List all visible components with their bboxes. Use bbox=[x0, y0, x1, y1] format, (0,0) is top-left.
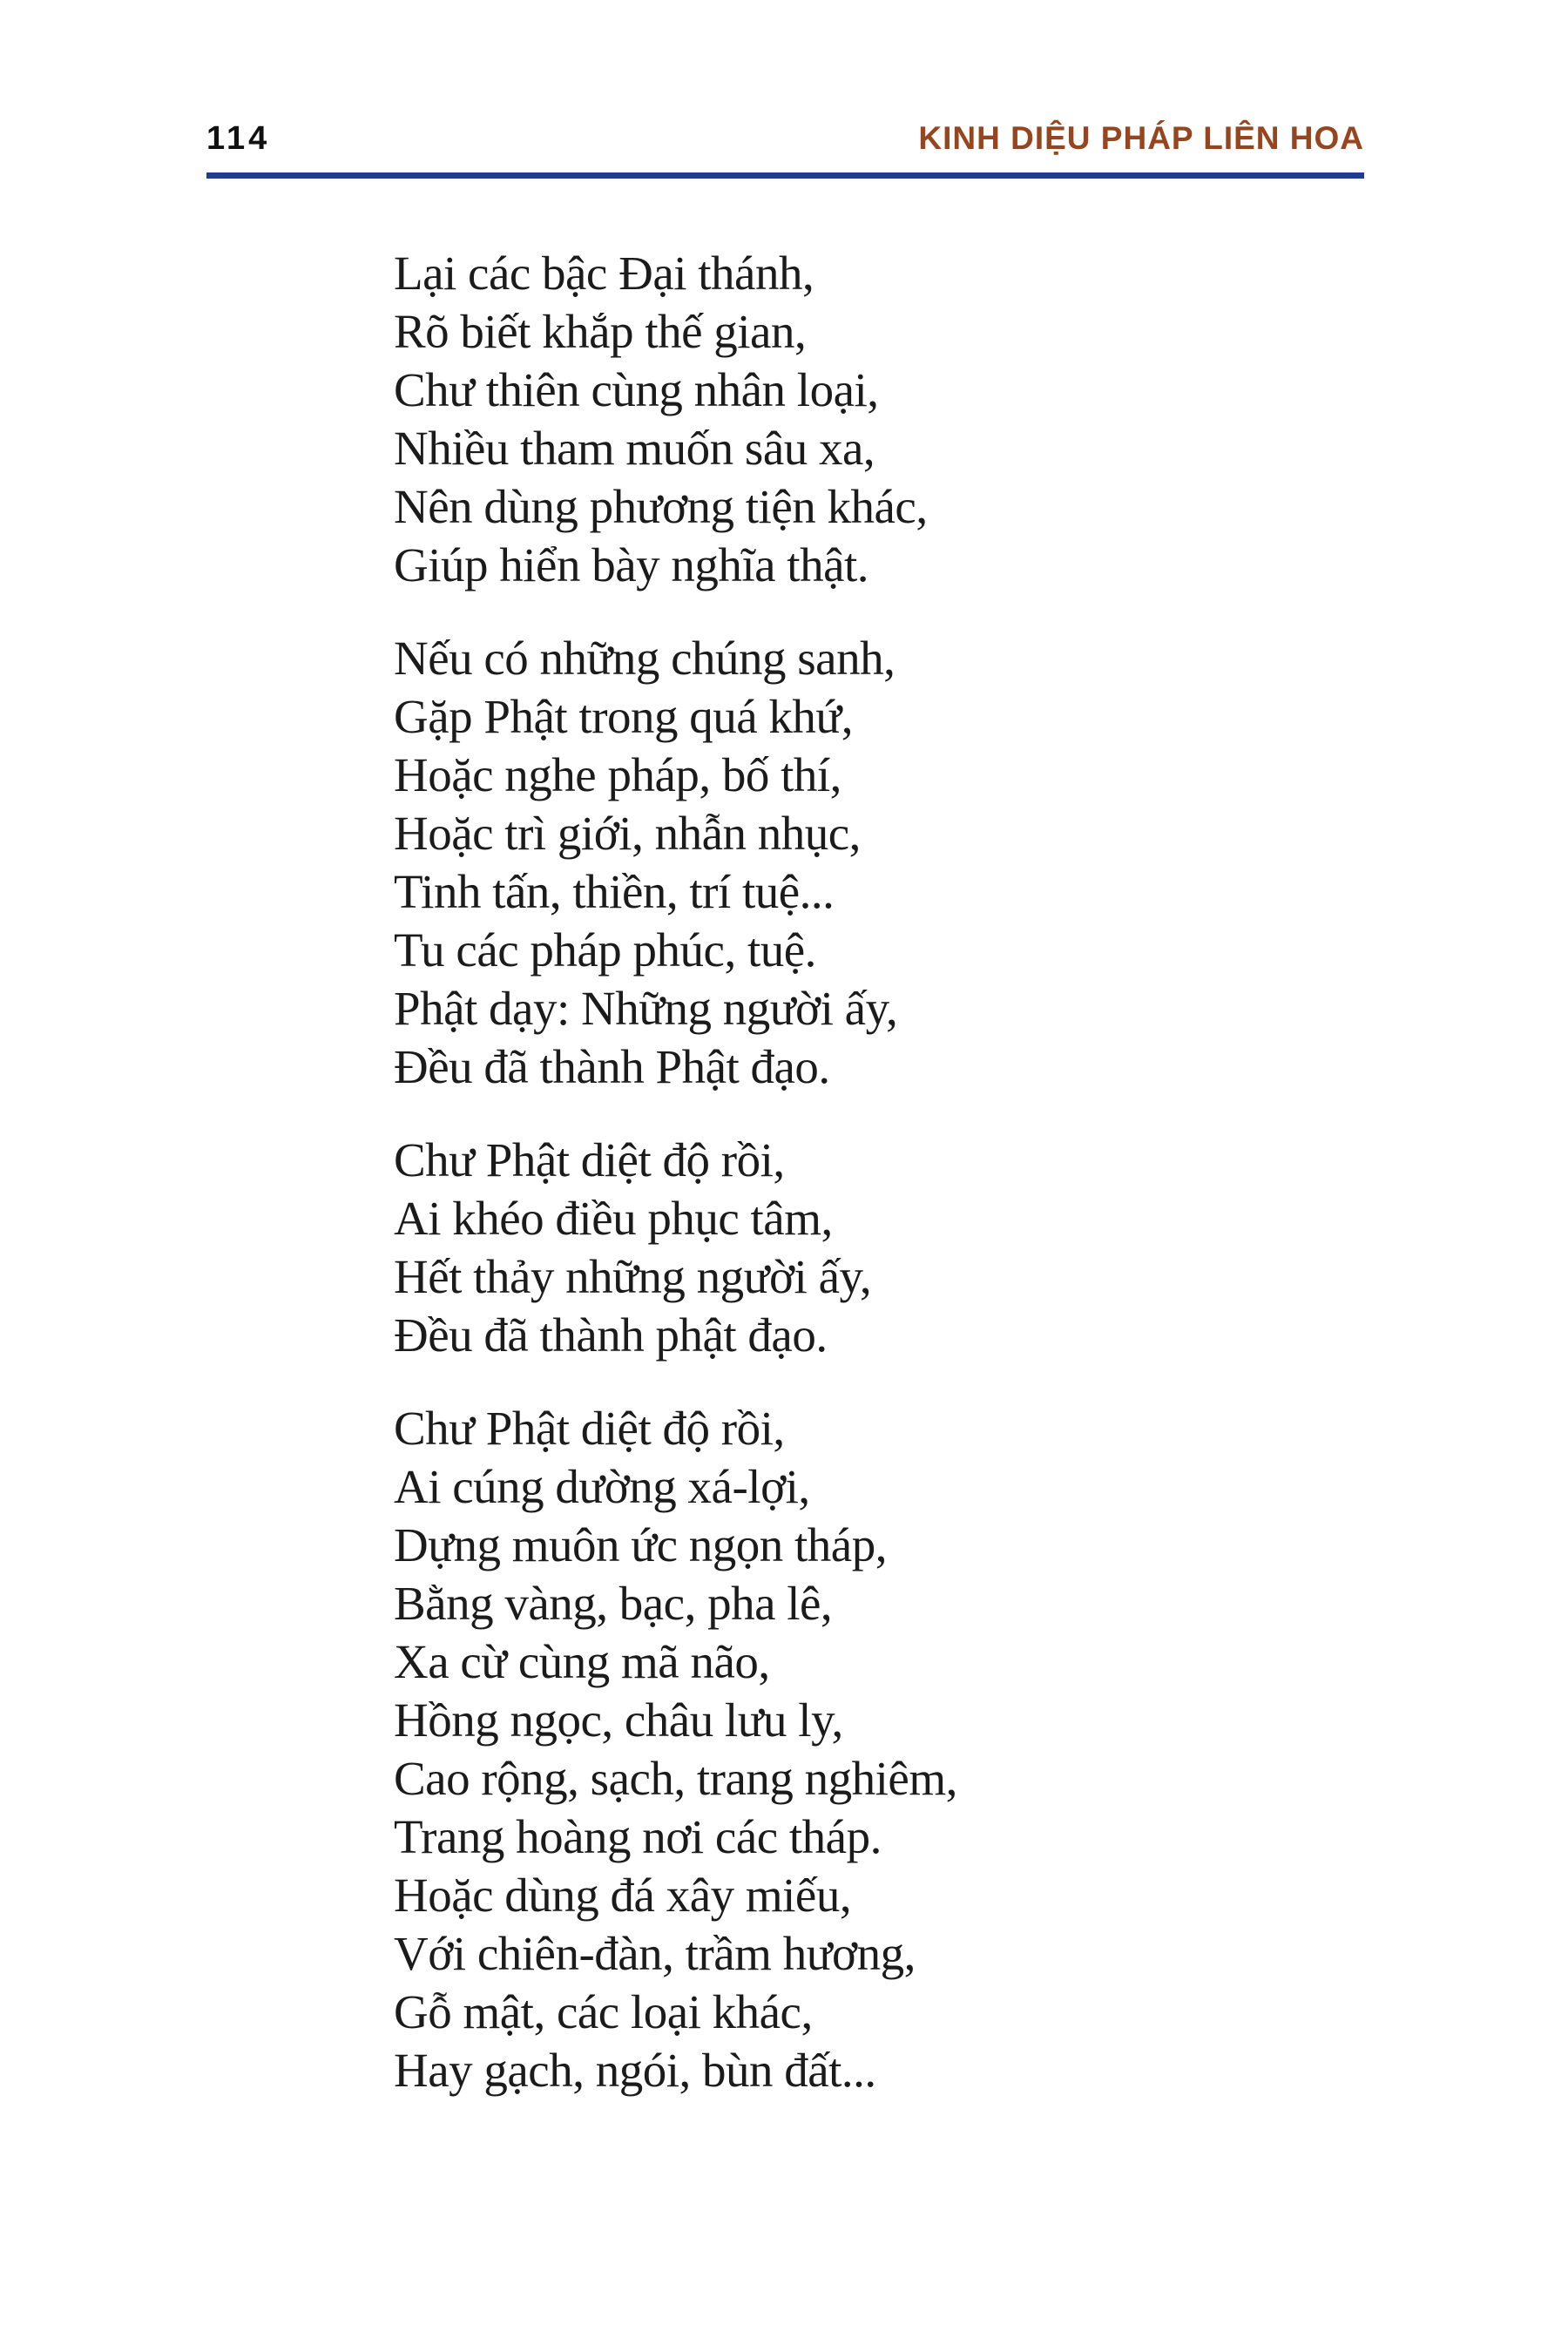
poem-line: Với chiên-đàn, trầm hương, bbox=[394, 1927, 916, 1980]
poem-line: Chư Phật diệt độ rồi, bbox=[394, 1133, 785, 1186]
header-rule bbox=[206, 172, 1364, 179]
poem-line: Bằng vàng, bạc, pha lê, bbox=[394, 1577, 833, 1630]
poem-line: Gặp Phật trong quá khứ, bbox=[394, 690, 853, 743]
page-number: 114 bbox=[206, 120, 271, 157]
poem-line: Hoặc nghe pháp, bố thí, bbox=[394, 748, 841, 801]
poem-line: Xa cừ cùng mã não, bbox=[394, 1635, 770, 1688]
poem bbox=[394, 244, 957, 2099]
stanza bbox=[394, 1131, 957, 1364]
poem-line: Hoặc trì giới, nhẫn nhục, bbox=[394, 807, 861, 860]
poem-line: Giúp hiển bày nghĩa thật. bbox=[394, 538, 869, 591]
poem-line: Phật dạy: Những người ấy, bbox=[394, 982, 898, 1035]
poem-line: Gỗ mật, các loại khác, bbox=[394, 1985, 813, 2038]
poem-line: Đều đã thành Phật đạo. bbox=[394, 1040, 830, 1093]
poem-line: Cao rộng, sạch, trang nghiêm, bbox=[394, 1752, 957, 1805]
poem-line: Nếu có những chúng sanh, bbox=[394, 632, 896, 685]
poem-line: Tu các pháp phúc, tuệ. bbox=[394, 923, 816, 977]
poem-line: Hồng ngọc, châu lưu ly, bbox=[394, 1693, 843, 1747]
stanza bbox=[394, 244, 957, 594]
poem-line: Đều đã thành phật đạo. bbox=[394, 1308, 828, 1362]
stanza bbox=[394, 1399, 957, 2099]
poem-line: Hết thảy những người ấy, bbox=[394, 1250, 872, 1303]
page-header bbox=[206, 120, 1364, 158]
poem-line: Dựng muôn ức ngọn tháp, bbox=[394, 1518, 887, 1571]
poem-line: Rõ biết khắp thế gian, bbox=[394, 305, 807, 358]
poem-line: Tinh tấn, thiền, trí tuệ... bbox=[394, 865, 835, 918]
running-title: KINH DIỆU PHÁP LIÊN HOA bbox=[918, 120, 1364, 156]
poem-line: Hoặc dùng đá xây miếu, bbox=[394, 1869, 852, 1922]
poem-line: Nên dùng phương tiện khác, bbox=[394, 480, 928, 533]
stanza bbox=[394, 629, 957, 1096]
poem-line: Chư Phật diệt độ rồi, bbox=[394, 1402, 785, 1455]
poem-line: Lại các bậc Đại thánh, bbox=[394, 247, 814, 300]
poem-line: Ai cúng dường xá-lợi, bbox=[394, 1460, 810, 1513]
poem-line: Chư thiên cùng nhân loại, bbox=[394, 363, 879, 416]
poem-line: Trang hoàng nơi các tháp. bbox=[394, 1810, 882, 1863]
poem-line: Nhiều tham muốn sâu xa, bbox=[394, 422, 875, 475]
poem-line: Hay gạch, ngói, bùn đất... bbox=[394, 2044, 876, 2097]
poem-line: Ai khéo điều phục tâm, bbox=[394, 1192, 833, 1245]
